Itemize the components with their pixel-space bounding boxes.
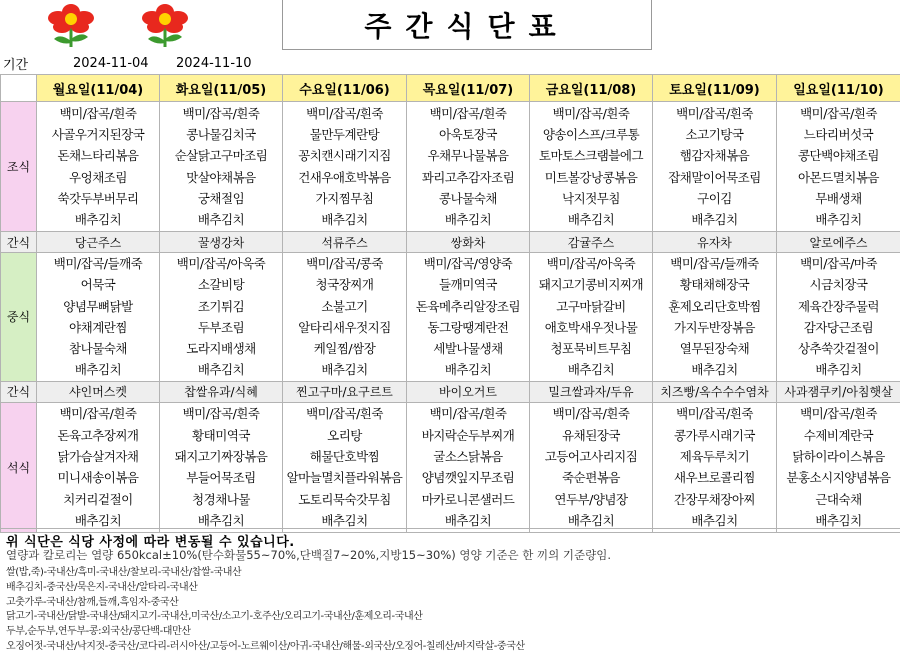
lunch-row	[1, 253, 900, 382]
menu-item: 양념깻잎지무조림	[421, 470, 515, 486]
menu-cell	[160, 253, 283, 382]
day-header: 월요일(11/04)	[37, 75, 160, 102]
menu-item: 콩단백야채조림	[797, 148, 880, 164]
menu-item: 백미/잡곡/흰죽	[800, 406, 877, 422]
menu-item: 바지락순두부찌개	[421, 427, 515, 443]
snack-cell: 바이오거트	[407, 381, 530, 402]
snack-cell: 석류주스	[283, 232, 407, 253]
menu-item: 토마토스크램블에그	[538, 148, 644, 164]
menu-item: 배추김치	[197, 212, 245, 228]
menu-item: 알타리새우젓지짐	[298, 319, 391, 335]
day-header: 화요일(11/05)	[160, 75, 283, 102]
menu-cell	[407, 402, 530, 532]
menu-item: 돈채느타리볶음	[57, 148, 139, 164]
menu-item: 케일찜/쌈장	[313, 341, 376, 357]
menu-item: 청포묵비트무침	[550, 341, 632, 357]
menu-item: 아욱토장국	[439, 126, 497, 142]
menu-cell	[160, 102, 283, 232]
snack-label: 간식	[1, 381, 37, 402]
snack-label: 간식	[1, 232, 37, 253]
menu-item: 제육간장주물럭	[797, 298, 880, 314]
snack-cell: 감귤주스	[530, 232, 653, 253]
menu-item: 배추김치	[567, 212, 615, 228]
menu-item: 맛살야채볶음	[186, 169, 256, 185]
menu-item: 훈제오리단호박찜	[668, 298, 761, 314]
menu-item: 분홍소시지양념볶음	[786, 470, 891, 486]
menu-item: 배추김치	[74, 362, 122, 378]
menu-table	[0, 74, 900, 533]
snack-cell: 쌍화차	[407, 232, 530, 253]
menu-item: 조기튀김	[197, 298, 245, 314]
menu-item: 우엉채조림	[69, 169, 127, 185]
menu-item: 도라지배생채	[186, 341, 256, 357]
menu-item: 백미/잡곡/흰죽	[306, 105, 383, 121]
menu-item: 콩나물김치국	[186, 126, 256, 142]
menu-item: 닭가슴살겨자채	[57, 448, 139, 464]
menu-item: 우채무나물볶음	[427, 148, 509, 164]
menu-item: 가지찜무침	[315, 190, 374, 206]
menu-item: 배추김치	[321, 512, 368, 528]
menu-item: 배추김치	[197, 362, 245, 378]
menu-item: 백미/잡곡/흰죽	[429, 105, 507, 121]
menu-item: 배추김치	[691, 212, 738, 228]
period-label: 기간	[3, 57, 29, 73]
menu-cell	[530, 253, 653, 382]
origin-list	[6, 566, 525, 653]
origin-line: 두부,순두부,연두부-콩:외국산/콩단백-대만산	[6, 626, 191, 638]
menu-item: 도토리묵숙갓무침	[298, 491, 391, 507]
menu-item: 물만두계란탕	[309, 126, 380, 142]
menu-item: 백미/잡곡/마죽	[800, 256, 877, 271]
dinner-label: 석식	[1, 402, 37, 532]
menu-item: 백미/잡곡/흰죽	[676, 406, 753, 422]
menu-item: 배추김치	[815, 212, 862, 228]
menu-item: 두부조림	[197, 319, 245, 335]
snack-pm-row	[1, 381, 900, 402]
menu-item: 죽순편볶음	[562, 470, 620, 486]
menu-item: 애호박새우젓나물	[544, 319, 638, 335]
origin-line: 쌀(밥,죽)-국내산/흑미-국내산/찰보리-국내산/찹쌀-국내산	[6, 567, 242, 578]
menu-item: 낙지젓무침	[562, 190, 620, 206]
menu-item: 건새우애호박볶음	[298, 169, 391, 185]
snack-cell: 치즈빵/옥수수수염차	[653, 381, 777, 402]
snack-cell: 알로에주스	[777, 232, 900, 253]
menu-item: 사골우거지된장국	[51, 126, 145, 142]
menu-item: 배추김치	[691, 362, 738, 378]
dinner-row	[1, 402, 900, 532]
menu-item: 열무된장숙채	[679, 341, 750, 357]
menu-cell	[530, 402, 653, 532]
menu-cell	[37, 253, 160, 382]
lunch-label: 중식	[1, 253, 37, 382]
menu-item: 백미/잡곡/흰죽	[59, 406, 137, 422]
menu-item: 꽈리고추감자조림	[421, 169, 515, 185]
menu-item: 수제비계란국	[803, 427, 874, 443]
menu-item: 쑥갓두부버무리	[57, 190, 139, 206]
menu-item: 제육두루치기	[679, 448, 750, 464]
menu-item: 백미/잡곡/흰죽	[59, 105, 137, 121]
menu-item: 동그랑땡계란전	[427, 319, 509, 335]
snack-cell: 샤인머스켓	[37, 381, 160, 402]
menu-item: 시금치장국	[809, 277, 868, 293]
menu-item: 가지두반장볶음	[673, 319, 756, 335]
menu-item: 백미/잡곡/아욱죽	[546, 256, 636, 271]
snack-cell: 사과잼쿠키/아침햇살	[777, 381, 900, 402]
snack-cell: 찐고구마/요구르트	[283, 381, 407, 402]
menu-item: 소고기탕국	[685, 126, 744, 142]
flower-decoration-icon	[36, 3, 106, 47]
menu-item: 미트볼강낭콩볶음	[544, 169, 638, 185]
menu-item: 배추김치	[567, 512, 615, 528]
origin-line: 오징어젓-국내산/낙지젓-중국산/코다리-러시아산/고등어-노르웨이산/아귀-국내산/해물-외국산/오징어-칠레산/바지락살-중국산	[6, 640, 525, 652]
header	[0, 0, 900, 52]
menu-item: 콩나물숙채	[439, 190, 497, 206]
day-header: 금요일(11/08)	[530, 75, 653, 102]
menu-item: 감자당근조림	[803, 319, 874, 335]
menu-item: 양송이스프/크루통	[542, 126, 640, 142]
menu-cell	[407, 102, 530, 232]
flower-decoration-icon	[130, 3, 200, 47]
menu-cell	[653, 102, 777, 232]
breakfast-label: 조식	[1, 102, 37, 232]
menu-item: 돼지고기짜장볶음	[174, 448, 268, 464]
menu-item: 배추김치	[74, 512, 122, 528]
menu-item: 굴소스닭볶음	[433, 448, 503, 464]
menu-item: 간장무채장아찌	[673, 491, 756, 507]
snack-cell: 찹쌀유과/식혜	[160, 381, 283, 402]
menu-item: 유채된장국	[562, 427, 620, 443]
menu-item: 치커리겉절이	[63, 491, 133, 507]
menu-cell	[37, 402, 160, 532]
menu-cell	[407, 253, 530, 382]
menu-item: 무배생채	[815, 190, 862, 206]
page-title: 주간식단표	[364, 9, 570, 43]
menu-cell	[283, 402, 407, 532]
menu-item: 청경채나물	[192, 491, 250, 507]
menu-item: 백미/잡곡/영양죽	[423, 256, 513, 271]
menu-item: 배추김치	[444, 512, 492, 528]
menu-cell	[283, 253, 407, 382]
title-box	[282, 0, 652, 50]
menu-item: 백미/잡곡/흰죽	[800, 105, 877, 121]
menu-item: 마카로니콘샐러드	[421, 491, 515, 507]
day-header: 일요일(11/10)	[777, 75, 900, 102]
menu-item: 햄감자채볶음	[679, 148, 750, 164]
menu-item: 잡채말이어묵조림	[668, 169, 761, 185]
menu-item: 닭하이라이스볶음	[792, 448, 885, 464]
day-header: 목요일(11/07)	[407, 75, 530, 102]
menu-cell	[777, 102, 900, 232]
menu-item: 백미/잡곡/흰죽	[182, 406, 260, 422]
menu-cell	[283, 102, 407, 232]
menu-item: 상추쑥갓겉절이	[797, 341, 880, 357]
menu-item: 순살닭고구마조림	[174, 148, 268, 164]
menu-item: 배추김치	[321, 212, 368, 228]
day-header: 토요일(11/09)	[653, 75, 777, 102]
menu-item: 소불고기	[321, 298, 368, 314]
menu-item: 양념무뼈닭발	[63, 298, 133, 314]
menu-cell	[777, 402, 900, 532]
menu-item: 고등어고사리지짐	[544, 448, 638, 464]
menu-item: 황태미역국	[192, 427, 250, 443]
menu-item: 백미/잡곡/흰죽	[429, 406, 507, 422]
menu-item: 배추김치	[74, 212, 122, 228]
menu-item: 소갈비탕	[197, 277, 245, 293]
notes-section	[0, 528, 900, 653]
menu-cell	[653, 402, 777, 532]
menu-item: 느타리버섯국	[803, 126, 874, 142]
menu-item: 새우브로콜리찜	[673, 470, 756, 486]
menu-item: 배추김치	[444, 362, 492, 378]
menu-item: 백미/잡곡/흰죽	[182, 105, 260, 121]
menu-item: 백미/잡곡/흰죽	[306, 406, 383, 422]
menu-item: 배추김치	[815, 362, 862, 378]
origin-line: 고춧가루-국내산/참깨,들깨,흑임자-중국산	[6, 596, 179, 608]
menu-item: 꽁치캔시래기지짐	[298, 148, 391, 164]
menu-item: 연두부/양념장	[554, 491, 628, 507]
menu-item: 배추김치	[815, 512, 862, 528]
menu-item: 백미/잡곡/아욱죽	[176, 256, 266, 271]
menu-item: 배추김치	[321, 362, 368, 378]
change-notice: 위 식단은 식당 사정에 따라 변동될 수 있습니다.	[6, 535, 295, 550]
menu-cell	[530, 102, 653, 232]
menu-item: 참나물숙채	[69, 341, 127, 357]
menu-item: 어묵국	[80, 277, 116, 293]
menu-cell	[777, 253, 900, 382]
menu-item: 부들어묵조림	[186, 470, 256, 486]
corner-cell	[1, 75, 37, 102]
menu-item: 돼지고기콩비지찌개	[538, 277, 644, 293]
menu-item: 배추김치	[444, 212, 492, 228]
menu-item: 미니새송이볶음	[57, 470, 139, 486]
menu-cell	[653, 253, 777, 382]
day-header-row	[1, 75, 900, 102]
snack-cell: 꿀생강차	[160, 232, 283, 253]
calorie-note: 열량과 칼로리는 열량 650kcal±10%(탄수화물55~70%,단백질7~20%,지방15~30%) 영양 기준은 한 끼의 기준량임.	[6, 548, 611, 562]
menu-cell	[160, 402, 283, 532]
menu-item: 들깨미역국	[439, 277, 497, 293]
menu-item: 백미/잡곡/흰죽	[552, 105, 630, 121]
menu-item: 백미/잡곡/들깨죽	[53, 256, 143, 271]
menu-item: 배추김치	[197, 512, 245, 528]
menu-item: 청국장찌개	[315, 277, 374, 293]
breakfast-row	[1, 102, 900, 232]
menu-item: 백미/잡곡/흰죽	[676, 105, 753, 121]
menu-item: 백미/잡곡/콩죽	[306, 256, 383, 271]
menu-cell	[37, 102, 160, 232]
menu-item: 돈육메추리알장조림	[415, 298, 521, 314]
period-end-date: 2024-11-10	[176, 55, 252, 71]
origin-line: 배추김치-중국산/묵은지-국내산/알타리-국내산	[6, 581, 198, 593]
menu-item: 배추김치	[691, 512, 738, 528]
menu-item: 백미/잡곡/흰죽	[552, 406, 630, 422]
menu-item: 오리탕	[327, 427, 362, 443]
menu-item: 궁채절임	[197, 190, 245, 206]
period-start-date: 2024-11-04	[73, 55, 149, 71]
menu-item: 구이김	[697, 190, 732, 206]
menu-item: 배추김치	[567, 362, 615, 378]
menu-item: 아몬드멸치볶음	[797, 169, 880, 185]
snack-cell: 당근주스	[37, 232, 160, 253]
menu-item: 근대숙채	[815, 491, 862, 507]
menu-item: 야채계란찜	[69, 319, 127, 335]
menu-item: 세발나물생채	[433, 341, 503, 357]
origin-line: 닭고기-국내산/닭발-국내산/돼지고기-국내산,미국산/소고기-호주산/오리고기-국내산/훈제오리-국내산	[6, 611, 423, 623]
menu-item: 황태채해장국	[679, 277, 750, 293]
snack-cell: 밀크쌀과자/두유	[530, 381, 653, 402]
menu-item: 콩가루시래기국	[673, 427, 756, 443]
menu-item: 백미/잡곡/들깨죽	[670, 256, 759, 271]
period-row	[0, 52, 900, 74]
day-header: 수요일(11/06)	[283, 75, 407, 102]
menu-item: 고구마닭갈비	[556, 298, 626, 314]
menu-item: 알마늘멸치플라워볶음	[286, 470, 403, 486]
menu-item: 해물단호박찜	[309, 448, 380, 464]
snack-am-row	[1, 232, 900, 253]
snack-cell: 유자차	[653, 232, 777, 253]
menu-item: 돈육고추장찌개	[57, 427, 139, 443]
